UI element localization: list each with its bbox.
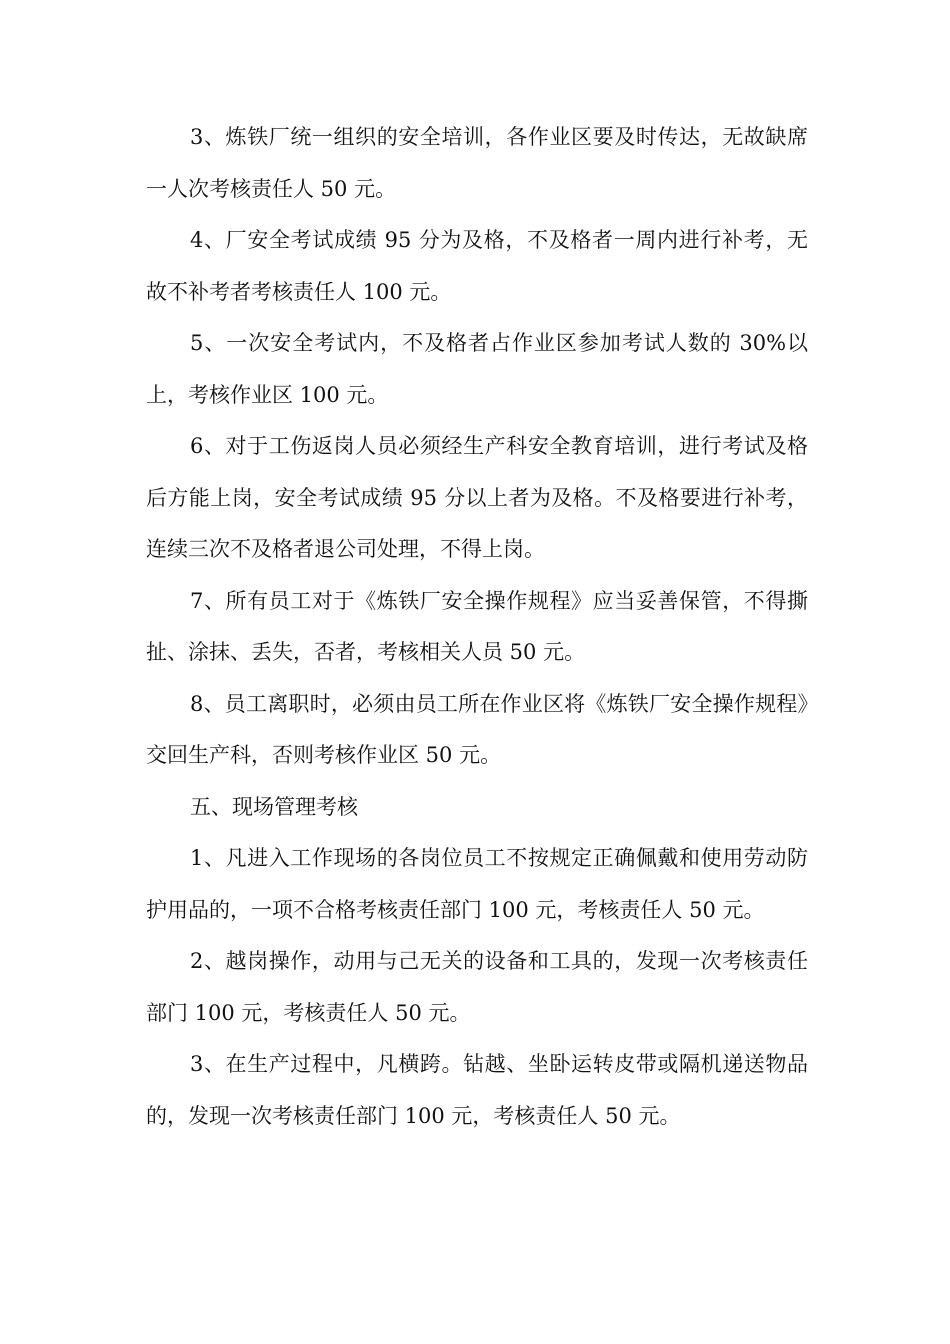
paragraph-resignation-return: 8、员工离职时，必须由员工所在作业区将《炼铁厂安全操作规程》交回生产科，否则考核作业区 50 元。 (146, 691, 808, 767)
paragraph-protective-equipment: 1、凡进入工作现场的各岗位员工不按规定正确佩戴和使用劳动防护用品的，一项不合格考核责任部门 100 元，考核责任人 50 元。 (146, 846, 808, 922)
paragraph-belt-crossing: 3、在生产过程中，凡横跨。钻越、坐卧运转皮带或隔机递送物品的，发现一次考核责任部门 100 元，考核责任人 50 元。 (146, 1052, 808, 1128)
paragraph-exam-pass-score: 4、厂安全考试成绩 95 分为及格，不及格者一周内进行补考，无故不补考者考核责任人 100 元。 (146, 228, 808, 304)
document-body (146, 112, 808, 1142)
paragraph-injury-return: 6、对于工伤返岗人员必须经生产科安全教育培训，进行考试及格后方能上岗，安全考试成绩 95 分以上者为及格。不及格要进行补考，连续三次不及格者退公司处理，不得上岗。 (146, 434, 808, 561)
section-heading-site-management: 五、现场管理考核 (190, 794, 358, 819)
paragraph-training-attendance: 3、炼铁厂统一组织的安全培训，各作业区要及时传达，无故缺席一人次考核责任人 50 元。 (146, 125, 808, 201)
paragraph-unauthorized-operation: 2、越岗操作，动用与己无关的设备和工具的，发现一次考核责任部门 100 元，考核责任人 50 元。 (146, 949, 808, 1025)
paragraph-manual-care: 7、所有员工对于《炼铁厂安全操作规程》应当妥善保管，不得撕扯、涂抹、丢失，否者，考核相关人员 50 元。 (146, 588, 808, 664)
paragraph-exam-fail-rate: 5、一次安全考试内，不及格者占作业区参加考试人数的 30%以上，考核作业区 100 元。 (146, 331, 808, 407)
